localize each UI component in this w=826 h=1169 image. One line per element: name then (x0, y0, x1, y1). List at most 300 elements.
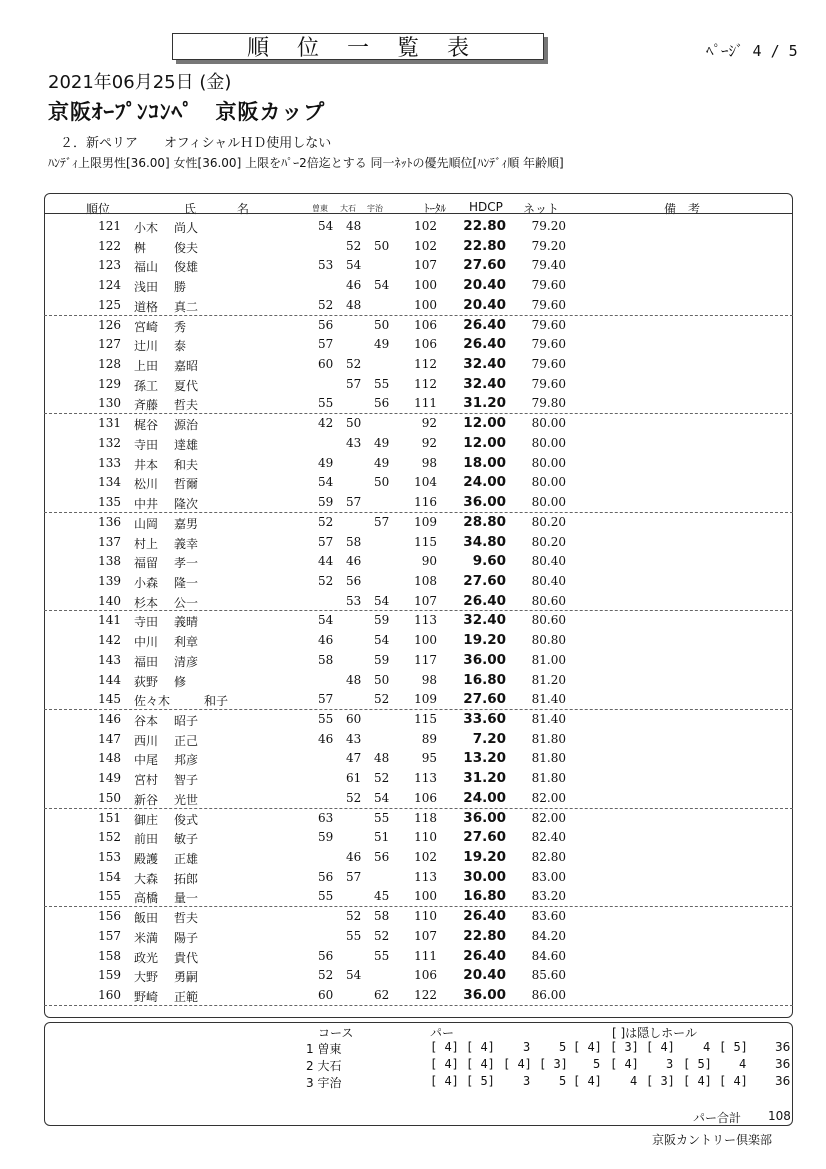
table-row (44, 551, 793, 571)
course2-score-cell: 52 (346, 357, 362, 372)
last-name-cell: 政光 (134, 950, 159, 965)
course2-score-cell: 47 (346, 751, 362, 766)
first-name-cell: 敏子 (174, 832, 199, 847)
course2-score-cell: 54 (346, 258, 362, 273)
col-name1-header: 氏 (184, 202, 197, 216)
first-name-cell: 俊夫 (174, 240, 199, 255)
table-row (44, 591, 793, 612)
last-name-cell: 荻野 (134, 674, 159, 689)
table-row (44, 788, 793, 809)
course2-score-cell: 56 (346, 573, 362, 588)
course2-score-cell: 58 (346, 534, 362, 549)
first-name-cell: 光世 (174, 792, 199, 807)
total-cell: 115 (414, 534, 437, 549)
course-name: 3 宇治 (306, 1076, 342, 1090)
total-cell: 92 (421, 416, 437, 431)
table-row (44, 374, 793, 394)
hdcp-cell: 34.80 (463, 533, 506, 550)
hdcp-cell: 12.00 (463, 415, 506, 432)
table-row (44, 472, 793, 492)
first-name-cell: 嘉昭 (174, 359, 199, 374)
total-cell: 115 (414, 712, 437, 726)
hole-par: 5 (559, 1040, 567, 1054)
course2-score-cell: 52 (346, 790, 362, 805)
net-cell: 79.60 (531, 317, 566, 332)
last-name-cell: 佐々木 (134, 694, 171, 709)
first-name-cell: 夏代 (174, 378, 199, 393)
table-row (44, 393, 793, 414)
course1-score-cell: 55 (318, 889, 334, 904)
rank-cell: 152 (98, 830, 121, 845)
rank-cell: 125 (98, 297, 121, 312)
last-name-cell: 浅田 (134, 280, 159, 295)
course3-score-cell: 62 (374, 988, 390, 1003)
total-cell: 106 (414, 317, 437, 332)
total-cell: 113 (414, 869, 437, 884)
course2-score-cell: 46 (346, 278, 362, 293)
rank-cell: 131 (98, 416, 121, 431)
course3-score-cell: 50 (374, 317, 390, 332)
net-cell: 80.20 (531, 514, 566, 529)
total-cell: 100 (414, 889, 437, 904)
net-cell: 79.60 (531, 337, 566, 352)
course2-score-cell: 53 (346, 593, 362, 608)
course1-score-cell: 42 (318, 416, 334, 431)
course1-score-cell: 55 (318, 712, 334, 726)
first-name-cell: 達雄 (174, 437, 199, 452)
first-name-cell: 和夫 (174, 457, 199, 472)
last-name-cell: 新谷 (134, 792, 159, 807)
course1-score-cell: 56 (318, 948, 334, 963)
table-row (44, 689, 793, 710)
total-cell: 111 (414, 396, 437, 411)
col-course1-header: 曽東 (312, 204, 328, 213)
course1-score-cell: 63 (318, 810, 334, 825)
course2-score-cell: 50 (346, 416, 362, 431)
net-cell: 82.00 (531, 790, 566, 805)
hdcp-cell: 32.40 (463, 612, 506, 629)
course3-score-cell: 50 (374, 238, 390, 253)
hole-par: 4 (739, 1057, 747, 1071)
first-name-cell: 泰 (174, 339, 187, 354)
col-course2-header: 大石 (340, 204, 356, 213)
hdcp-cell: 16.80 (463, 671, 506, 688)
par-total-label: パー合計 (693, 1111, 742, 1125)
hole-par: 3 (523, 1040, 531, 1054)
last-name-cell: 山岡 (134, 516, 159, 531)
course3-score-cell: 50 (374, 475, 390, 490)
course2-score-cell: 48 (346, 219, 362, 233)
total-cell: 108 (414, 573, 437, 588)
rank-cell: 146 (98, 712, 121, 726)
total-cell: 106 (414, 968, 437, 983)
total-cell: 98 (421, 455, 437, 470)
col-total-header: ﾄｰﾀﾙ (424, 202, 446, 215)
last-name-cell: 大野 (134, 970, 159, 985)
course2-score-cell: 46 (346, 850, 362, 865)
net-cell: 80.80 (531, 633, 566, 648)
hdcp-cell: 27.60 (463, 257, 506, 274)
hdcp-cell: 19.20 (463, 849, 506, 866)
hole-par: [ 4] (466, 1057, 495, 1071)
net-cell: 81.80 (531, 751, 566, 766)
course3-score-cell: 55 (374, 810, 390, 825)
course3-score-cell: 50 (374, 672, 390, 687)
total-cell: 111 (414, 948, 437, 963)
rank-cell: 122 (98, 238, 121, 253)
hole-par: [ 5] (683, 1057, 712, 1071)
last-name-cell: 小森 (134, 575, 159, 590)
total-cell: 112 (414, 376, 437, 391)
net-cell: 79.20 (531, 238, 566, 253)
total-cell: 102 (414, 219, 437, 233)
first-name-cell: 正己 (174, 733, 199, 748)
rank-cell: 160 (98, 988, 121, 1003)
col-remarks-header: 備 考 (664, 202, 701, 216)
first-name-cell: 修 (174, 674, 187, 689)
first-name-cell: 孝一 (174, 556, 199, 571)
net-cell: 79.60 (531, 297, 566, 312)
hole-par: [ 4] (430, 1074, 459, 1088)
club-name: 京阪カントリー倶楽部 (652, 1133, 773, 1147)
net-cell: 82.00 (531, 810, 566, 825)
scoring-method: ２．新ペリア オフィシャルＨＤ使用しない (60, 136, 332, 151)
last-name-cell: 宮村 (134, 773, 159, 788)
total-cell: 106 (414, 790, 437, 805)
total-cell: 122 (414, 988, 437, 1003)
hole-par: [ 4] (683, 1074, 712, 1088)
rank-cell: 143 (98, 652, 121, 667)
table-row (44, 571, 793, 591)
course3-score-cell: 51 (374, 830, 390, 845)
course3-score-cell: 49 (374, 435, 390, 450)
course1-score-cell: 60 (318, 357, 334, 372)
course1-score-cell: 54 (318, 219, 334, 233)
hdcp-cell: 18.00 (463, 454, 506, 471)
course3-score-cell: 49 (374, 455, 390, 470)
net-cell: 81.20 (531, 672, 566, 687)
first-name-cell: 尚人 (174, 221, 199, 235)
hdcp-cell: 26.40 (463, 947, 506, 964)
total-cell: 89 (421, 731, 437, 746)
total-cell: 110 (414, 830, 437, 845)
net-cell: 80.60 (531, 613, 566, 628)
rank-cell: 127 (98, 337, 121, 352)
total-cell: 90 (421, 554, 437, 569)
first-name-cell: 源治 (174, 418, 199, 433)
course2-score-cell: 48 (346, 297, 362, 312)
course2-score-cell: 43 (346, 731, 362, 746)
net-cell: 82.80 (531, 850, 566, 865)
rank-cell: 150 (98, 790, 121, 805)
hdcp-cell: 27.60 (463, 572, 506, 589)
first-name-cell: 智子 (174, 773, 199, 788)
hdcp-cell: 31.20 (463, 395, 506, 412)
first-name-cell: 昭子 (174, 714, 199, 728)
course3-score-cell: 52 (374, 771, 390, 786)
table-row (44, 946, 793, 966)
table-row (44, 886, 793, 907)
net-cell: 86.00 (531, 988, 566, 1003)
hdcp-cell: 20.40 (463, 296, 506, 313)
hdcp-cell: 32.40 (463, 356, 506, 373)
rank-cell: 157 (98, 928, 121, 943)
course2-score-cell: 54 (346, 968, 362, 983)
course3-score-cell: 54 (374, 278, 390, 293)
last-name-cell: 斉藤 (134, 398, 159, 413)
hdcp-cell: 27.60 (463, 691, 506, 708)
total-cell: 92 (421, 435, 437, 450)
rank-cell: 145 (98, 692, 121, 707)
course2-score-cell: 46 (346, 554, 362, 569)
total-cell: 117 (414, 652, 437, 667)
net-cell: 81.40 (531, 692, 566, 707)
hole-par: [ 3] (539, 1057, 568, 1071)
table-row (44, 236, 793, 256)
table-row (44, 670, 793, 690)
table-row (44, 827, 793, 847)
page-number: ﾍﾟｰｼﾞ 4 / 5 (706, 42, 798, 60)
hdcp-cell: 19.20 (463, 632, 506, 649)
last-name-cell: 松川 (134, 477, 159, 492)
hole-par: 4 (630, 1074, 638, 1088)
first-name-cell: 義幸 (174, 536, 199, 551)
hdcp-cell: 36.00 (463, 494, 506, 511)
course3-score-cell: 58 (374, 909, 390, 924)
last-name-cell: 中川 (134, 635, 159, 650)
course2-score-cell: 43 (346, 435, 362, 450)
hdcp-cell: 12.00 (463, 434, 506, 451)
course3-score-cell: 54 (374, 790, 390, 805)
net-cell: 82.40 (531, 830, 566, 845)
last-name-cell: 御庄 (134, 812, 159, 827)
rank-cell: 137 (98, 534, 121, 549)
total-cell: 109 (414, 514, 437, 529)
course1-score-cell: 53 (318, 258, 334, 273)
first-name-cell: 隆一 (174, 575, 199, 590)
last-name-cell: 孫工 (134, 378, 159, 393)
rank-cell: 159 (98, 968, 121, 983)
rank-cell: 144 (98, 672, 121, 687)
course3-score-cell: 59 (374, 613, 390, 628)
first-name-cell: 拓郎 (174, 871, 199, 886)
last-name-cell: 杉本 (134, 595, 159, 610)
course3-score-cell: 57 (374, 514, 390, 529)
net-cell: 79.60 (531, 278, 566, 293)
total-cell: 95 (421, 751, 437, 766)
table-row (44, 334, 793, 354)
total-cell: 100 (414, 278, 437, 293)
par-header: パー (430, 1026, 455, 1040)
net-cell: 79.60 (531, 376, 566, 391)
course2-score-cell: 48 (346, 672, 362, 687)
first-name-cell: 正雄 (174, 852, 199, 867)
course3-score-cell: 52 (374, 928, 390, 943)
table-row (44, 729, 793, 749)
course3-score-cell: 48 (374, 751, 390, 766)
course1-score-cell: 52 (318, 573, 334, 588)
col-net-header: ネット (523, 202, 560, 216)
course-par-total: 36 (775, 1057, 791, 1071)
course-par-total: 36 (775, 1074, 791, 1088)
total-cell: 107 (414, 593, 437, 608)
first-name-cell: 嘉男 (174, 516, 199, 531)
total-cell: 116 (414, 495, 437, 510)
net-cell: 80.00 (531, 495, 566, 510)
net-cell: 80.00 (531, 475, 566, 490)
course3-score-cell: 56 (374, 396, 390, 411)
par-total-value: 108 (768, 1109, 791, 1123)
rank-cell: 153 (98, 850, 121, 865)
net-cell: 80.00 (531, 416, 566, 431)
first-name-cell: 和子 (204, 694, 229, 709)
table-row (44, 354, 793, 374)
hdcp-cell: 26.40 (463, 908, 506, 925)
rank-cell: 151 (98, 810, 121, 825)
total-cell: 100 (414, 297, 437, 312)
hole-par: [ 5] (466, 1074, 495, 1088)
hdcp-cell: 36.00 (463, 987, 506, 1004)
rank-cell: 136 (98, 514, 121, 529)
course-header: コース (318, 1026, 354, 1040)
table-row (44, 532, 793, 552)
net-cell: 80.20 (531, 534, 566, 549)
hole-par: [ 3] (610, 1040, 639, 1054)
last-name-cell: 野崎 (134, 990, 159, 1005)
last-name-cell: 宮崎 (134, 319, 159, 334)
rank-cell: 158 (98, 948, 121, 963)
net-cell: 83.20 (531, 889, 566, 904)
net-cell: 79.20 (531, 219, 566, 233)
first-name-cell: 貴代 (174, 950, 199, 965)
net-cell: 83.60 (531, 909, 566, 924)
rank-cell: 140 (98, 593, 121, 608)
table-row (44, 295, 793, 316)
table-row (44, 275, 793, 295)
table-row (44, 926, 793, 946)
net-cell: 81.40 (531, 712, 566, 726)
last-name-cell: 桝 (134, 240, 147, 255)
table-row (44, 512, 793, 532)
total-cell: 109 (414, 692, 437, 707)
table-row (44, 906, 793, 926)
net-cell: 79.40 (531, 258, 566, 273)
table-row (44, 492, 793, 513)
first-name-cell: 邦彦 (174, 753, 199, 768)
header-divider (44, 213, 793, 214)
rank-cell: 124 (98, 278, 121, 293)
rank-cell: 121 (98, 219, 121, 233)
course1-score-cell: 49 (318, 455, 334, 470)
hdcp-cell: 27.60 (463, 829, 506, 846)
last-name-cell: 米満 (134, 930, 159, 945)
course2-score-cell: 60 (346, 712, 362, 726)
last-name-cell: 福山 (134, 260, 159, 275)
hole-par: 5 (593, 1057, 601, 1071)
course1-score-cell: 46 (318, 731, 334, 746)
rank-cell: 149 (98, 771, 121, 786)
course2-score-cell: 52 (346, 238, 362, 253)
hidden-hole-note: [ ]は隠しホール (612, 1026, 697, 1040)
first-name-cell: 公一 (174, 595, 199, 610)
net-cell: 80.40 (531, 554, 566, 569)
course1-score-cell: 55 (318, 396, 334, 411)
net-cell: 84.60 (531, 948, 566, 963)
rank-cell: 141 (98, 613, 121, 628)
net-cell: 79.60 (531, 357, 566, 372)
course2-score-cell: 61 (346, 771, 362, 786)
hole-par: 4 (703, 1040, 711, 1054)
first-name-cell: 量一 (174, 891, 199, 906)
hdcp-cell: 28.80 (463, 513, 506, 530)
course3-score-cell: 56 (374, 850, 390, 865)
hole-par: [ 3] (646, 1074, 675, 1088)
total-cell: 102 (414, 850, 437, 865)
table-row (44, 630, 793, 650)
col-course3-header: 宇治 (367, 204, 383, 213)
course1-score-cell: 54 (318, 475, 334, 490)
last-name-cell: 寺田 (134, 437, 159, 452)
first-name-cell: 義晴 (174, 615, 199, 630)
course3-score-cell: 49 (374, 337, 390, 352)
course1-score-cell: 57 (318, 534, 334, 549)
hole-par: 5 (559, 1074, 567, 1088)
last-name-cell: 上田 (134, 359, 159, 374)
net-cell: 80.00 (531, 435, 566, 450)
first-name-cell: 清彦 (174, 654, 199, 669)
rank-cell: 132 (98, 435, 121, 450)
net-cell: 85.60 (531, 968, 566, 983)
first-name-cell: 哲夫 (174, 911, 199, 926)
first-name-cell: 利章 (174, 635, 199, 650)
course2-score-cell: 57 (346, 495, 362, 510)
course3-score-cell: 54 (374, 593, 390, 608)
course3-score-cell: 45 (374, 889, 390, 904)
competition-name: 京阪ｵｰﾌﾟﾝｺﾝﾍﾟ 京阪カップ (48, 100, 326, 124)
hdcp-cell: 20.40 (463, 277, 506, 294)
hdcp-cell: 20.40 (463, 967, 506, 984)
col-rank-header: 順位 (86, 202, 111, 216)
course1-score-cell: 59 (318, 495, 334, 510)
table-row (44, 808, 793, 828)
col-hdcp-header: HDCP (469, 200, 503, 214)
course1-score-cell: 52 (318, 968, 334, 983)
table-row (44, 867, 793, 887)
course3-score-cell: 59 (374, 652, 390, 667)
course-par-total: 36 (775, 1040, 791, 1054)
course-name: 1 曽東 (306, 1042, 342, 1056)
course3-score-cell: 55 (374, 376, 390, 391)
table-row (44, 453, 793, 473)
first-name-cell: 真二 (174, 299, 199, 314)
table-row (44, 768, 793, 788)
page-title: 順位一覧表 (172, 33, 544, 60)
col-name2-header: 名 (237, 202, 250, 216)
last-name-cell: 殿護 (134, 852, 159, 867)
hdcp-cell: 26.40 (463, 336, 506, 353)
rank-cell: 154 (98, 869, 121, 884)
hole-par: [ 4] (573, 1074, 602, 1088)
handicap-rules: ﾊﾝﾃﾞｨ上限男性[36.00] 女性[36.00] 上限をﾊﾟｰ2倍迄とする 同一ﾈｯﾄの優先順位[ﾊﾝﾃﾞｨ順 年齢順] (48, 156, 564, 170)
hole-par: [ 5] (719, 1040, 748, 1054)
course1-score-cell: 60 (318, 988, 334, 1003)
rank-cell: 156 (98, 909, 121, 924)
first-name-cell: 勝 (174, 280, 187, 295)
course1-score-cell: 57 (318, 337, 334, 352)
last-name-cell: 福留 (134, 556, 159, 571)
table-row (44, 650, 793, 670)
net-cell: 81.00 (531, 652, 566, 667)
